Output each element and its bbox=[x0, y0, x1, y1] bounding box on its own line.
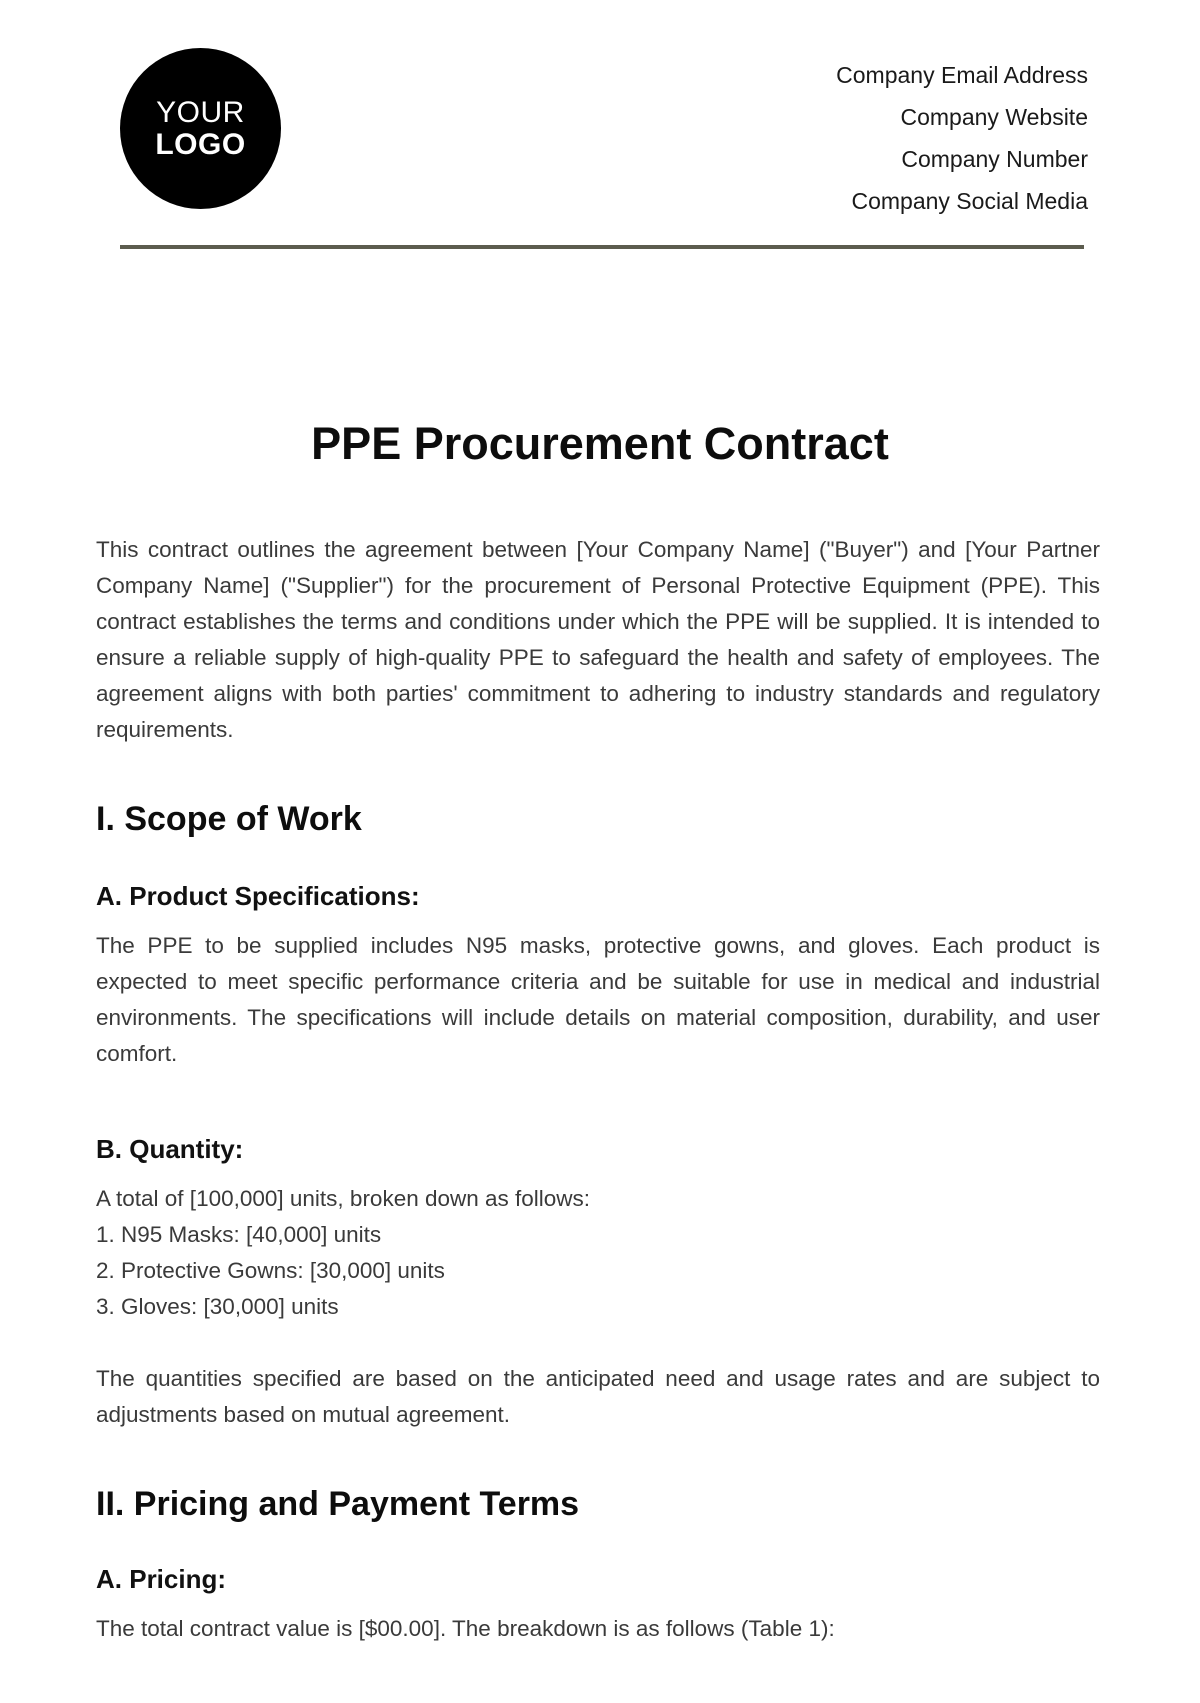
company-contact-block bbox=[836, 54, 1088, 222]
quantity-total-line: A total of [100,000] units, broken down as follows: bbox=[96, 1186, 591, 1211]
document-title: PPE Procurement Contract bbox=[311, 418, 889, 469]
intro-paragraph: This contract outlines the agreement between [Your Company Name] ("Buyer") and [Your Partner Company Name] ("Supplier") for the procurement of Personal Protective Equipment (PPE). This contract establishes the terms and conditions under which the PPE will be supplied. It is intended to ensure a reliable supply of high-quality PPE to safeguard the health and safety of employees. The agreement aligns with both parties' commitment to adhering to industry standards and regulatory requirements. bbox=[96, 537, 1100, 742]
document-body bbox=[96, 532, 1100, 1647]
product-specifications-paragraph: The PPE to be supplied includes N95 masks, protective gowns, and gloves. Each product is expected to meet specific performance criteria and be suitable for use in medical and industrial environments. The specifications will include details on material composition, durability, and user comfort. bbox=[96, 933, 1100, 1066]
company-email: Company Email Address bbox=[836, 62, 1088, 88]
list-item: 2. Protective Gowns: [30,000] units bbox=[96, 1258, 445, 1283]
company-social-media: Company Social Media bbox=[851, 188, 1088, 214]
product-specifications-heading: A. Product Specifications: bbox=[96, 881, 420, 911]
list-item: 3. Gloves: [30,000] units bbox=[96, 1294, 339, 1319]
header-divider bbox=[120, 245, 1084, 249]
pricing-paragraph: The total contract value is [$00.00]. The breakdown is as follows (Table 1): bbox=[96, 1616, 835, 1641]
company-logo bbox=[120, 48, 281, 209]
company-number: Company Number bbox=[901, 146, 1088, 172]
document-header bbox=[0, 0, 1200, 260]
quantity-list bbox=[96, 1181, 1100, 1325]
quantity-adjustment-paragraph: The quantities specified are based on the anticipated need and usage rates and are subject to adjustments based on mutual agreement. bbox=[96, 1366, 1100, 1427]
quantity-heading: B. Quantity: bbox=[96, 1134, 244, 1164]
logo-text-logo: LOGO bbox=[155, 127, 246, 161]
list-item: 1. N95 Masks: [40,000] units bbox=[96, 1222, 382, 1247]
section-scope-of-work-heading: I. Scope of Work bbox=[96, 800, 362, 838]
section-pricing-heading: II. Pricing and Payment Terms bbox=[96, 1485, 580, 1523]
company-website: Company Website bbox=[900, 104, 1088, 130]
pricing-heading: A. Pricing: bbox=[96, 1564, 227, 1594]
logo-text-your: YOUR bbox=[156, 96, 245, 129]
